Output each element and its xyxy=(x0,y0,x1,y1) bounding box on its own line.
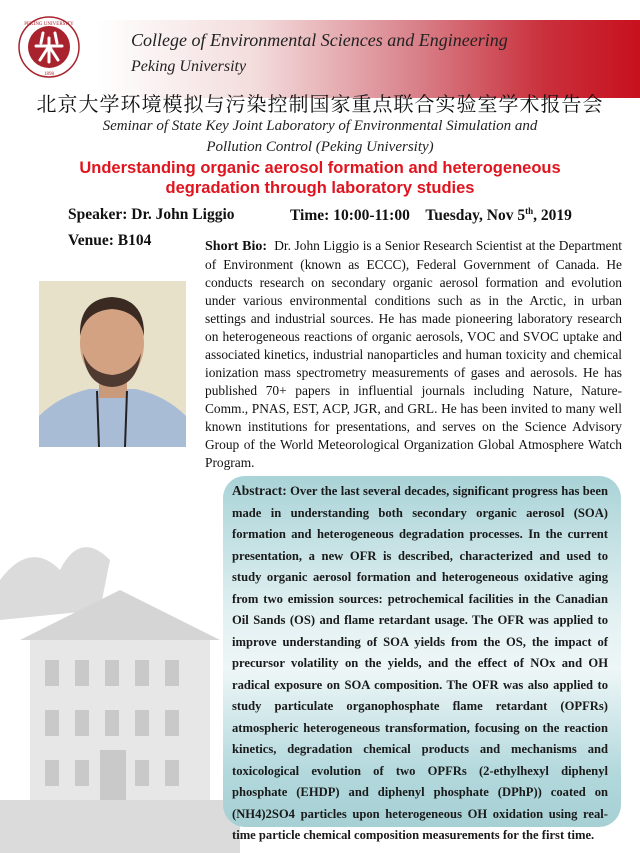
venue: Venue: B104 xyxy=(68,232,152,249)
seminar-line-1: Seminar of State Key Joint Laboratory of Environmental Simulation and xyxy=(102,118,538,134)
abstract-text: Over the last several decades, significant progress has been made in understanding both secondary organic aerosol (SOA) formation and heterogeneous degradation processes. In the current presentation, a new OFR is described, characterized and used to study organic aerosol formation and heterogeneous oxidative aging from two emission sources: petrochemical facilities in the Canadian Oil Sands (OS) and flame retardant usage. The OFR was applied to improve understanding of SOA yields from the OS, the impact of precursor volatility on the yields, and the effect of NOx and OH radical exposure on SOA composition. The OFR was also applied to study particulate organophosphate flame retardant (OPFRs) atmospheric heterogeneous transformation, focusing on the reaction kinetics, degradation chemical products and mechanisms and toxicological evolution of two OPFRs (2-ethylhexyl diphenyl phosphate (EHDP) and diphenyl phosphate (DPhP)) coated on (NH4)2SO4 particles upon heterogeneous OH oxidation using real-time particle chemical composition measurements for the first time. xyxy=(232,484,608,842)
chinese-seminar-title: 北京大学环境模拟与污染控制国家重点联合实验室学术报告会 xyxy=(36,92,604,116)
abstract-label: Abstract: xyxy=(232,483,287,498)
speaker-photo xyxy=(39,281,186,447)
speaker: Speaker: Dr. John Liggio xyxy=(68,206,235,223)
bio-text: Dr. John Liggio is a Senior Research Scientist at the Department of Environment (known as ECCC), Federal Government of Canada. He conducts research on secondary organic aerosol formation and evolution under various environmental conditions such as in the Arctic, in urban settings and industrial sources. He has made pioneering laboratory research on heterogeneous reactions of organic aerosols, VOC and SVOC uptake and associated kinetics, industrial nanoparticles and human toxicity and chemical ionization mass spectrometry measurements of gases and aerosols. He has published 70+ papers in influential journals including Nature, Nature-Comm., PNAS, EST, ACP, JGR, and GRL. He has been invited to many well known institutions for presentations, and serves on the Science Advisory Group of the World Meteorological Organization Global Atmosphere Watch Program. xyxy=(205,238,622,470)
talk-title-line-1: Understanding organic aerosol formation and heterogeneous xyxy=(79,159,561,177)
svg-text:1898: 1898 xyxy=(44,72,54,77)
short-bio xyxy=(205,237,622,472)
time: Time: 10:00-11:00 xyxy=(290,207,410,225)
university-name: Peking University xyxy=(131,58,247,75)
abstract xyxy=(232,480,608,847)
seminar-line-2: Pollution Control (Peking University) xyxy=(206,139,434,155)
peking-university-logo-icon xyxy=(18,16,80,78)
svg-text:PEKING UNIVERSITY: PEKING UNIVERSITY xyxy=(24,22,74,27)
building-watermark-image xyxy=(0,520,240,853)
english-seminar-title xyxy=(0,116,640,158)
talk-title-line-2: degradation through laboratory studies xyxy=(165,179,475,197)
date: Tuesday, Nov 5th, 2019 xyxy=(425,206,572,225)
bio-label: Short Bio: xyxy=(205,239,268,254)
college-name: College of Environmental Sciences and Engineering xyxy=(131,30,508,50)
time-date xyxy=(290,206,572,225)
talk-title xyxy=(0,158,640,198)
